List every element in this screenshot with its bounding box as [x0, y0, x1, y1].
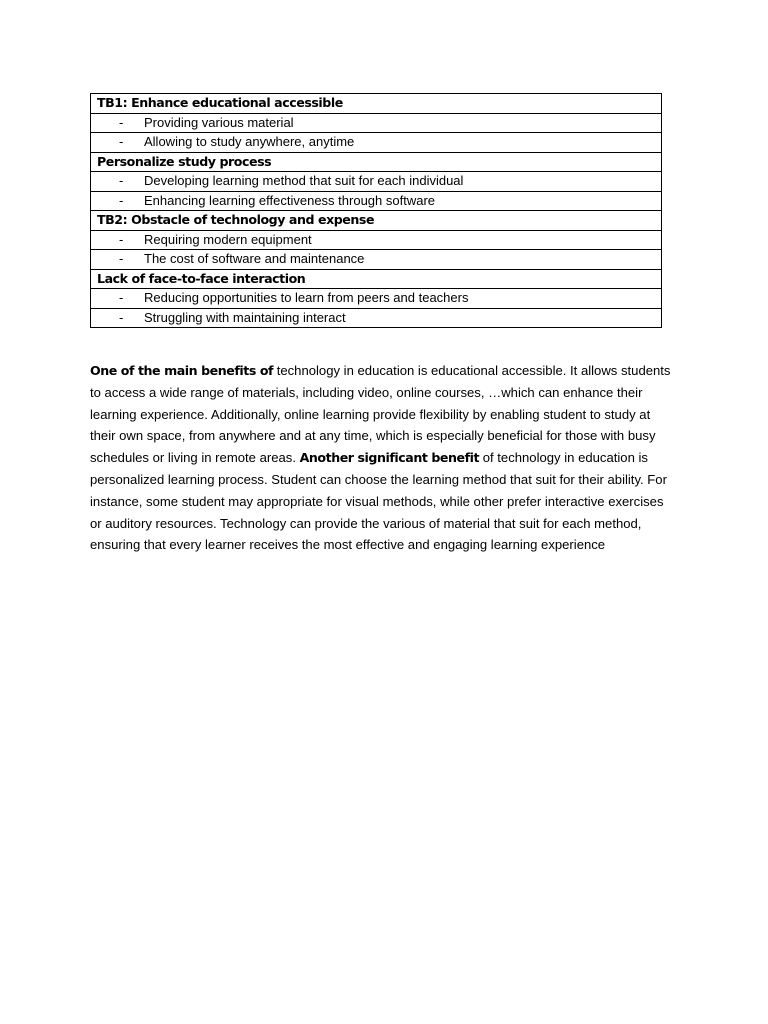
table-item-row	[91, 230, 662, 250]
item-text: Struggling with maintaining interact	[144, 309, 346, 325]
paragraph-text: technology in education is educational accessible. It allows students to access a wide range of materials, including video, online courses, …which can enhance their learning experience. Additionally, online learning provide flexibility by enabling student to study at their own space, from anywhere and at any time, which is especially beneficial for those with busy schedules or living in remote areas.	[90, 363, 671, 466]
table-item-cell	[91, 133, 662, 153]
dash-bullet: -	[119, 231, 124, 247]
table-item-cell	[91, 113, 662, 133]
table-item-cell	[91, 250, 662, 270]
item-text: Developing learning method that suit for each individual	[144, 173, 464, 189]
item-text: Enhancing learning effectiveness through software	[144, 192, 436, 208]
item-text: Requiring modern equipment	[144, 231, 312, 247]
table-item-row	[91, 308, 662, 328]
table-item-row	[91, 172, 662, 192]
section-heading: Lack of face-to-face interaction	[91, 269, 662, 289]
paragraph-text: of technology in education is personalized learning process. Student can choose the learning method that suit for their ability. For instance, some student may appropriate for visual methods, while other prefer interactive exercises or auditory resources. Technology can provide the various of material that suit for each method, ensuring that every learner receives the most effective and engaging learning experience	[90, 450, 667, 553]
section-heading: TB1: Enhance educational accessible	[91, 94, 662, 114]
dash-bullet: -	[119, 134, 124, 150]
table-item-row	[91, 191, 662, 211]
table-item-cell	[91, 191, 662, 211]
item-text: Reducing opportunities to learn from peers and teachers	[144, 290, 469, 306]
section-heading: TB2: Obstacle of technology and expense	[91, 211, 662, 231]
table-item-row	[91, 113, 662, 133]
item-text: Providing various material	[144, 114, 294, 130]
table-item-cell	[91, 172, 662, 192]
table-item-cell	[91, 230, 662, 250]
outline-table	[90, 93, 662, 328]
table-heading-row	[91, 269, 662, 289]
lead-bold-phrase: One of the main benefits of	[90, 363, 274, 378]
body-paragraph	[90, 360, 678, 556]
table-item-cell	[91, 308, 662, 328]
dash-bullet: -	[119, 290, 124, 306]
table-heading-row	[91, 211, 662, 231]
table-item-cell	[91, 289, 662, 309]
dash-bullet: -	[119, 114, 124, 130]
section-heading: Personalize study process	[91, 152, 662, 172]
dash-bullet: -	[119, 251, 124, 267]
dash-bullet: -	[119, 173, 124, 189]
mid-bold-phrase: Another significant benefit	[299, 450, 480, 466]
dash-bullet: -	[119, 192, 124, 208]
table-item-row	[91, 289, 662, 309]
table-heading-row	[91, 94, 662, 114]
table-item-row	[91, 133, 662, 153]
table-heading-row	[91, 152, 662, 172]
dash-bullet: -	[119, 309, 124, 325]
table-item-row	[91, 250, 662, 270]
item-text: The cost of software and maintenance	[144, 251, 365, 267]
item-text: Allowing to study anywhere, anytime	[144, 134, 355, 150]
